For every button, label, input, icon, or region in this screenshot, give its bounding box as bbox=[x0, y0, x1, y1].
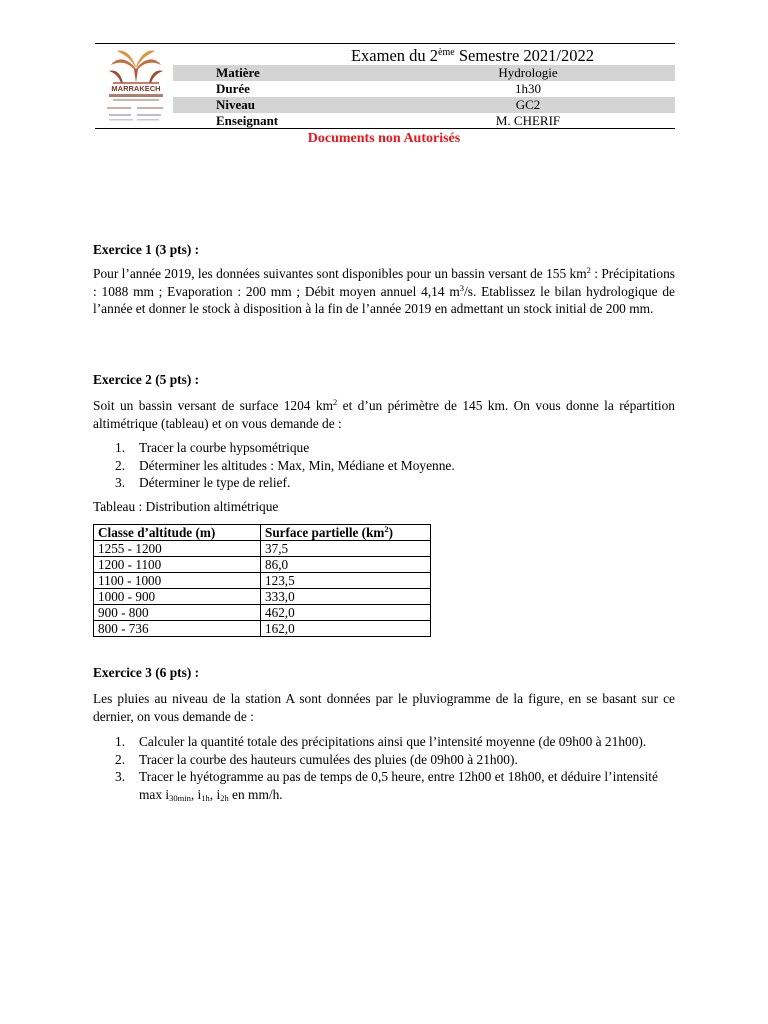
palm-emblem-icon bbox=[109, 51, 163, 83]
list-item: 3. Déterminer le type de relief. bbox=[115, 475, 291, 491]
table-cell: 333,0 bbox=[261, 589, 431, 605]
exam-title: Examen du 2ème Semestre 2021/2022 bbox=[350, 46, 595, 65]
table-header-row bbox=[94, 525, 431, 541]
university-logo bbox=[101, 47, 171, 125]
table-caption: Tableau : Distribution altimétrique bbox=[93, 499, 279, 514]
info-label: Durée bbox=[216, 81, 250, 96]
info-label: Enseignant bbox=[216, 113, 279, 128]
logo-arabic-text-line bbox=[107, 107, 131, 109]
table-cell: 1255 - 1200 bbox=[94, 541, 261, 557]
info-row-level bbox=[173, 97, 675, 113]
exercise-2-text: Soit un bassin versant de surface 1204 $km^2$ et d’un périmètre de 145 km. On vous donne la répartition altimétrique (tableau) et on vous demande de : bbox=[93, 397, 675, 431]
info-value: 1h30 bbox=[515, 81, 541, 96]
list-item: 1. Tracer la courbe hypsométrique bbox=[115, 440, 310, 455]
list-item: 2. Déterminer les altitudes : Max, Min, Médiane et Moyenne. bbox=[115, 457, 455, 473]
info-label: Matière bbox=[216, 65, 260, 80]
table-row bbox=[94, 573, 431, 589]
altitude-distribution-table bbox=[93, 524, 431, 637]
table-cell: 1200 - 1100 bbox=[94, 557, 261, 573]
table-cell: 1000 - 900 bbox=[94, 589, 261, 605]
info-value: M. CHERIF bbox=[495, 113, 561, 128]
logo-school-text-line bbox=[109, 119, 133, 121]
column-header: Surface partielle $(km^2)$ bbox=[261, 525, 431, 541]
logo-subtitle-line bbox=[113, 99, 159, 101]
table-cell: 800 - 736 bbox=[94, 621, 261, 637]
logo-school-text-line bbox=[137, 114, 161, 116]
exercise-3-heading: Exercice 3 (6 pts) : bbox=[93, 665, 200, 680]
exercise-2-task-list bbox=[93, 439, 675, 492]
info-value: GC2 bbox=[515, 97, 541, 112]
logo-arabic-text-line bbox=[137, 107, 163, 109]
table-row bbox=[94, 541, 431, 557]
info-row-subject bbox=[173, 65, 675, 81]
info-value: Hydrologie bbox=[498, 65, 558, 80]
table-row bbox=[94, 605, 431, 621]
table-cell: 900 - 800 bbox=[94, 605, 261, 621]
table-cell: 462,0 bbox=[261, 605, 431, 621]
table-cell: 86,0 bbox=[261, 557, 431, 573]
table-cell: 162,0 bbox=[261, 621, 431, 637]
exam-header bbox=[95, 43, 675, 129]
exercise-3-text: Les pluies au niveau de la station A sont données par le pluviogramme de la figure, en se basant sur ce dernier, on vous demande de : bbox=[93, 691, 675, 724]
table-row bbox=[94, 589, 431, 605]
list-item: 2. Tracer la courbe des hauteurs cumulées des pluies (de 09h00 à 21h00). bbox=[115, 751, 518, 767]
documents-notice: Documents non Autorisés bbox=[307, 131, 461, 146]
exercise-1-heading: Exercice 1 (3 pts) : bbox=[93, 242, 200, 257]
exam-info-table bbox=[173, 65, 675, 129]
altitude-distribution-table-wrap bbox=[93, 524, 431, 637]
table-cell: 1100 - 1000 bbox=[94, 573, 261, 589]
exercise-1-text: Pour l’année 2019, les données suivantes sont disponibles pour un bassin versant de 155 $km^2$ : Précipitations : 1088 mm ; Evaporation : 200 mm ; Débit moyen annuel 4,14 $m^3/s$. Etablissez le bilan hydrologique de l’année et donner le stock à disposition à la fin de l’année 2019 en admettant un stock initial de 200 mm. bbox=[93, 265, 675, 317]
info-label: Niveau bbox=[216, 97, 255, 112]
logo-wordmark: MARRAKECH bbox=[111, 84, 161, 93]
table-cell: 37,5 bbox=[261, 541, 431, 557]
list-item: 3. Tracer le hyétogramme au pas de temps de 0,5 heure, entre 12h00 et 18h00, et déduire l’intensité $\max i_{30min}$, $i_{1h}$, $i_{2h}$ en mm/h. bbox=[115, 769, 658, 803]
logo-school-text-line bbox=[137, 119, 159, 121]
info-row-duration bbox=[173, 81, 675, 97]
exercise-3-task-list bbox=[93, 733, 675, 803]
logo-arabic-line bbox=[109, 94, 163, 97]
table-row bbox=[94, 557, 431, 573]
list-item: 1. Calculer la quantité totale des précipitations ainsi que l’intensité moyenne (de 09h00 à 21h00). bbox=[115, 734, 647, 749]
logo-school-text-line bbox=[109, 114, 131, 116]
table-cell: 123,5 bbox=[261, 573, 431, 589]
header-top-rule bbox=[95, 43, 675, 44]
exercise-2-heading: Exercice 2 (5 pts) : bbox=[93, 372, 200, 387]
column-header: Classe d’altitude (m) bbox=[94, 525, 261, 541]
info-row-teacher bbox=[173, 113, 675, 129]
table-row bbox=[94, 621, 431, 637]
